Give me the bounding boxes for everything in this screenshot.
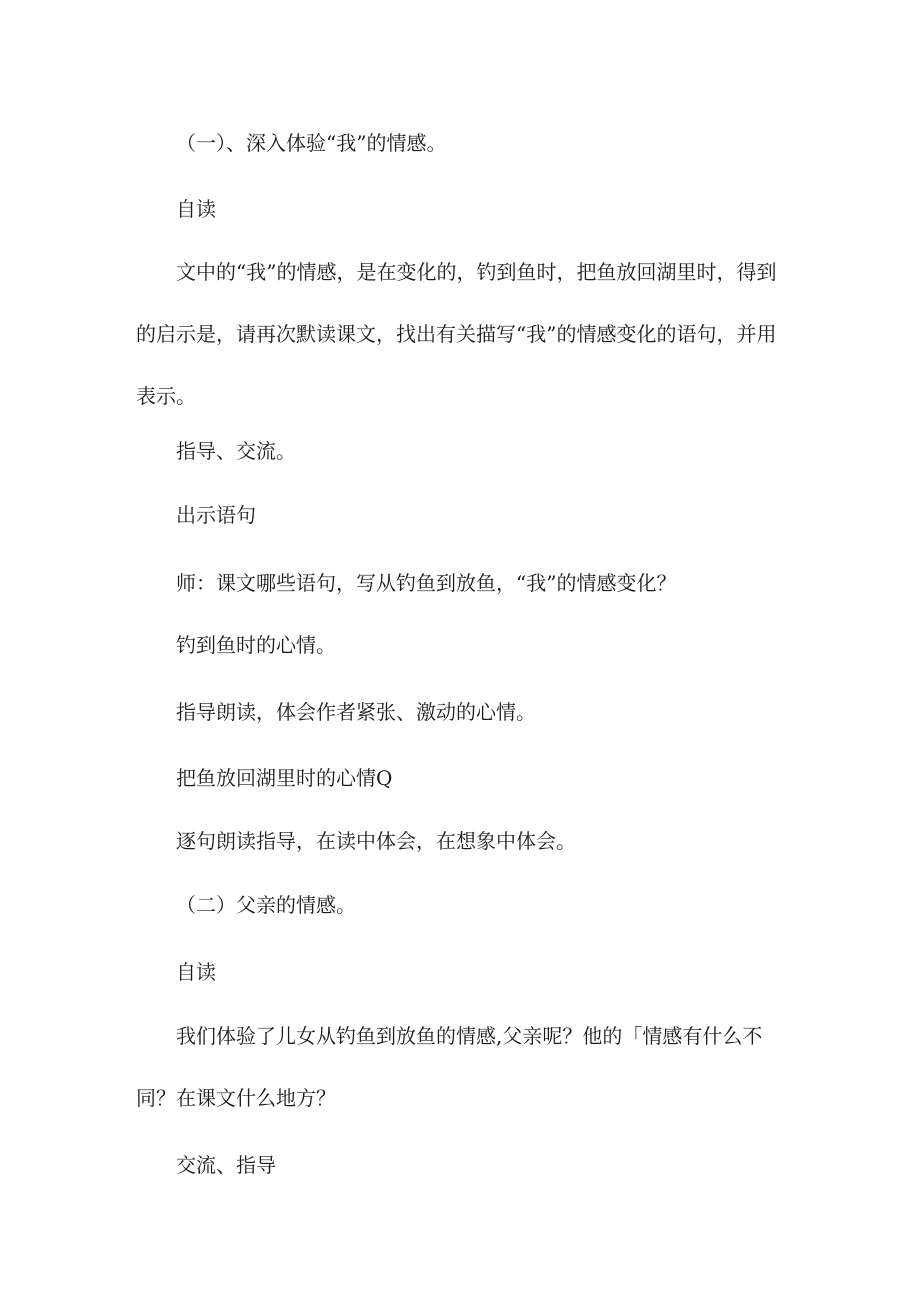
paragraph-exchange-guide: 交流、指导 (176, 1153, 276, 1177)
paragraph-show-sentences: 出示语句 (176, 503, 256, 527)
paragraph-teacher-question: 师：课文哪些语句，写从钓鱼到放鱼，“我”的情感变化？ (176, 571, 677, 595)
paragraph-instruction-1: 文中的“我”的情感，是在变化的，钓到鱼时，把鱼放回湖里时，得到的启示是，请再次默读课文，找出有关描写“我”的情感变化的语句，并用表示。 (136, 260, 777, 408)
paragraph-release-mood: 把鱼放回湖里时的心情Q (176, 766, 393, 790)
section-heading-1: （一）、深入体验“我”的情感。 (176, 131, 447, 155)
paragraph-read-aloud: 指导朗读，体会作者紧张、激动的心情。 (176, 700, 536, 724)
paragraph-self-read-2: 自读 (176, 960, 216, 984)
paragraph-sentence-guide: 逐句朗读指导，在读中体会，在想象中体会。 (176, 829, 576, 853)
paragraph-guide-exchange: 指导、交流。 (176, 439, 296, 463)
section-heading-2: （二）父亲的情感。 (176, 893, 356, 917)
paragraph-catch-mood: 钓到鱼时的心情。 (176, 633, 336, 657)
paragraph-father-question: 我们体验了儿女从钓鱼到放鱼的情感,父亲呢？他的「情感有什么不同？在课文什么地方？ (136, 1024, 763, 1110)
paragraph-self-read-1: 自读 (176, 197, 216, 221)
